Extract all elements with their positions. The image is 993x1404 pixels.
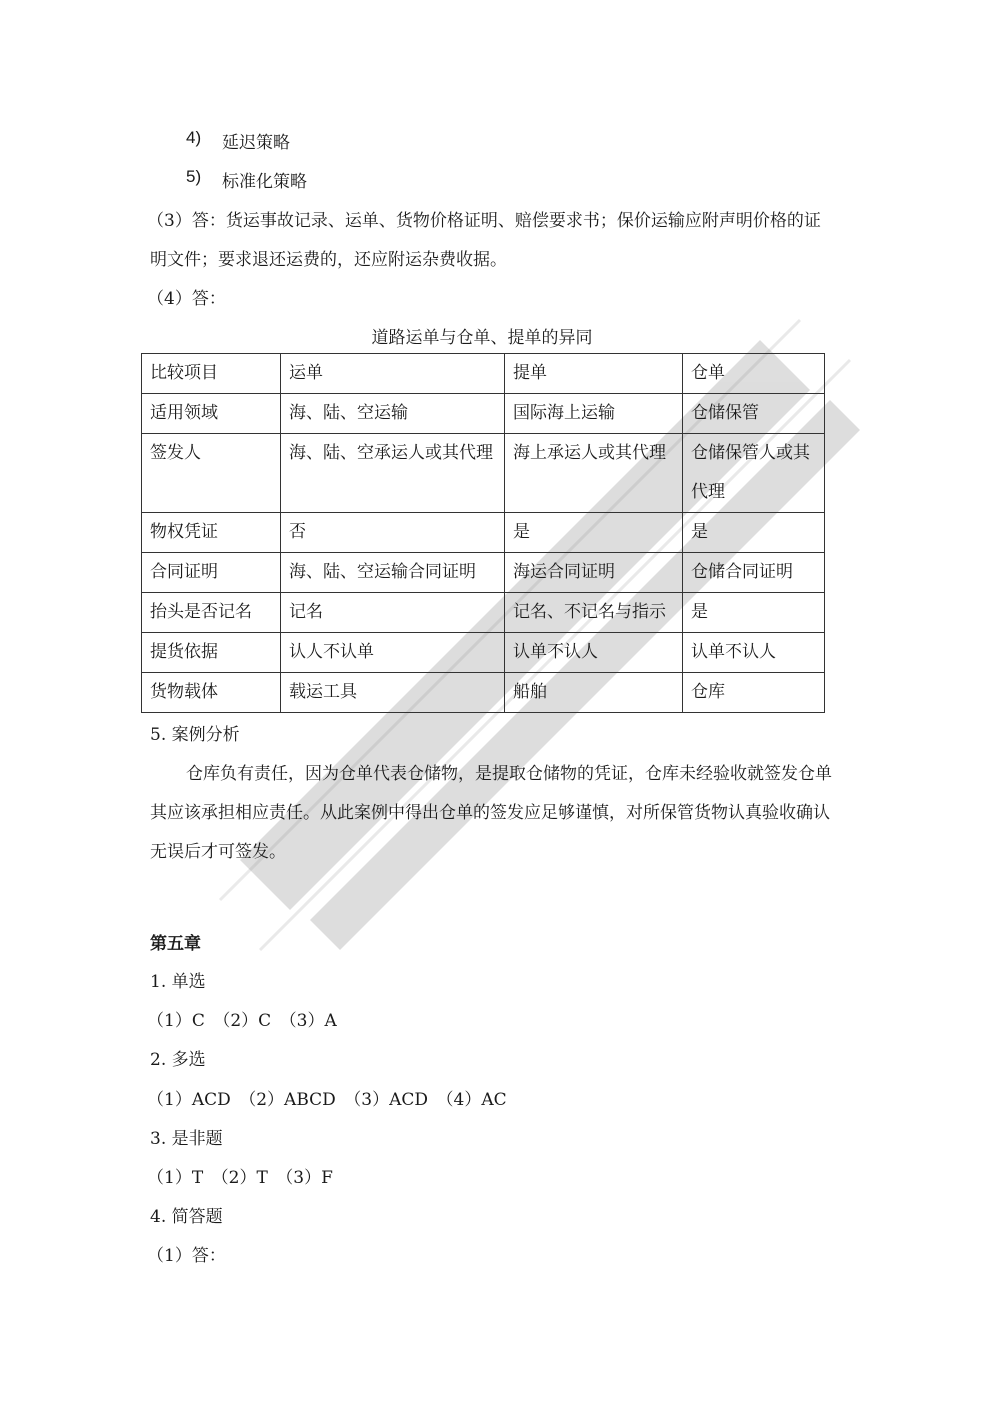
- header-cell: 比较项目: [142, 354, 281, 394]
- question4-label: 4. 简答题: [150, 1207, 223, 1227]
- table-cell: 认单不认人: [505, 633, 683, 673]
- question2-answers: （1）ACD （2）ABCD （3）ACD （4）AC: [147, 1090, 507, 1110]
- question2-label: 2. 多选: [150, 1050, 206, 1070]
- header-cell: 运单: [281, 354, 505, 394]
- table-cell: 是: [683, 593, 825, 633]
- case-heading: 5. 案例分析: [150, 725, 240, 745]
- table-cell: 提货依据: [142, 633, 281, 673]
- item-text: 标准化策略: [222, 172, 307, 192]
- table-cell: 仓储合同证明: [683, 553, 825, 593]
- comparison-table: [141, 353, 825, 713]
- table-row: [142, 434, 825, 513]
- table-cell: 否: [281, 513, 505, 553]
- question3-answers: （1）T （2）T （3）F: [147, 1168, 333, 1188]
- answer3-line2: 明文件；要求退还运费的，还应附运杂费收据。: [150, 250, 507, 270]
- answer4-label: （4）答：: [147, 289, 226, 309]
- table-cell: 认人不认单: [281, 633, 505, 673]
- table-cell: 海、陆、空承运人或其代理: [281, 434, 505, 513]
- table-cell: 仓储保管: [683, 394, 825, 434]
- item-number: 5): [186, 167, 202, 186]
- table-cell: 载运工具: [281, 673, 505, 713]
- case-paragraph-line2: 其应该承担相应责任。从此案例中得出仓单的签发应足够谨慎，对所保管货物认真验收确认: [150, 803, 830, 823]
- table-cell: 海、陆、空运输: [281, 394, 505, 434]
- table-cell: 物权凭证: [142, 513, 281, 553]
- table-cell: 海、陆、空运输合同证明: [281, 553, 505, 593]
- table-cell: 记名: [281, 593, 505, 633]
- table-cell: 国际海上运输: [505, 394, 683, 434]
- question1-label: 1. 单选: [150, 972, 206, 992]
- answer3-line1: （3）答：货运事故记录、运单、货物价格证明、赔偿要求书；保价运输应附声明价格的证: [147, 211, 821, 231]
- header-cell: 提单: [505, 354, 683, 394]
- table-cell: 海上承运人或其代理: [505, 434, 683, 513]
- table-row: [142, 633, 825, 673]
- table-cell: 海运合同证明: [505, 553, 683, 593]
- strategy-item-5: [186, 167, 307, 192]
- table-cell: 货物载体: [142, 673, 281, 713]
- item-text: 延迟策略: [222, 133, 290, 153]
- table-cell: 记名、不记名与指示: [505, 593, 683, 633]
- table-cell: 适用领域: [142, 394, 281, 434]
- strategy-item-4: [186, 128, 290, 153]
- table-header-row: [142, 354, 825, 394]
- table-cell: 是: [505, 513, 683, 553]
- table-cell: 船舶: [505, 673, 683, 713]
- table-cell: 是: [683, 513, 825, 553]
- case-paragraph-line1: 仓库负有责任，因为仓单代表仓储物，是提取仓储物的凭证，仓库未经验收就签发仓单: [186, 764, 832, 784]
- chapter-title: 第五章: [150, 934, 201, 954]
- table-row: [142, 513, 825, 553]
- table-row: [142, 553, 825, 593]
- question3-label: 3. 是非题: [150, 1129, 223, 1149]
- question4-answer1: （1）答：: [147, 1246, 226, 1266]
- table-cell: 合同证明: [142, 553, 281, 593]
- header-cell: 仓单: [683, 354, 825, 394]
- table-cell: 认单不认人: [683, 633, 825, 673]
- table-cell: 签发人: [142, 434, 281, 513]
- table-title: 道路运单与仓单、提单的异同: [371, 328, 593, 348]
- table-cell: 仓储保管人或其代理: [683, 434, 825, 513]
- table-row: [142, 673, 825, 713]
- item-number: 4): [186, 128, 202, 147]
- table-cell: 抬头是否记名: [142, 593, 281, 633]
- table-row: [142, 593, 825, 633]
- case-paragraph-line3: 无误后才可签发。: [150, 842, 286, 862]
- table-cell: 仓库: [683, 673, 825, 713]
- question1-answers: （1）C （2）C （3）A: [147, 1011, 337, 1031]
- table-row: [142, 394, 825, 434]
